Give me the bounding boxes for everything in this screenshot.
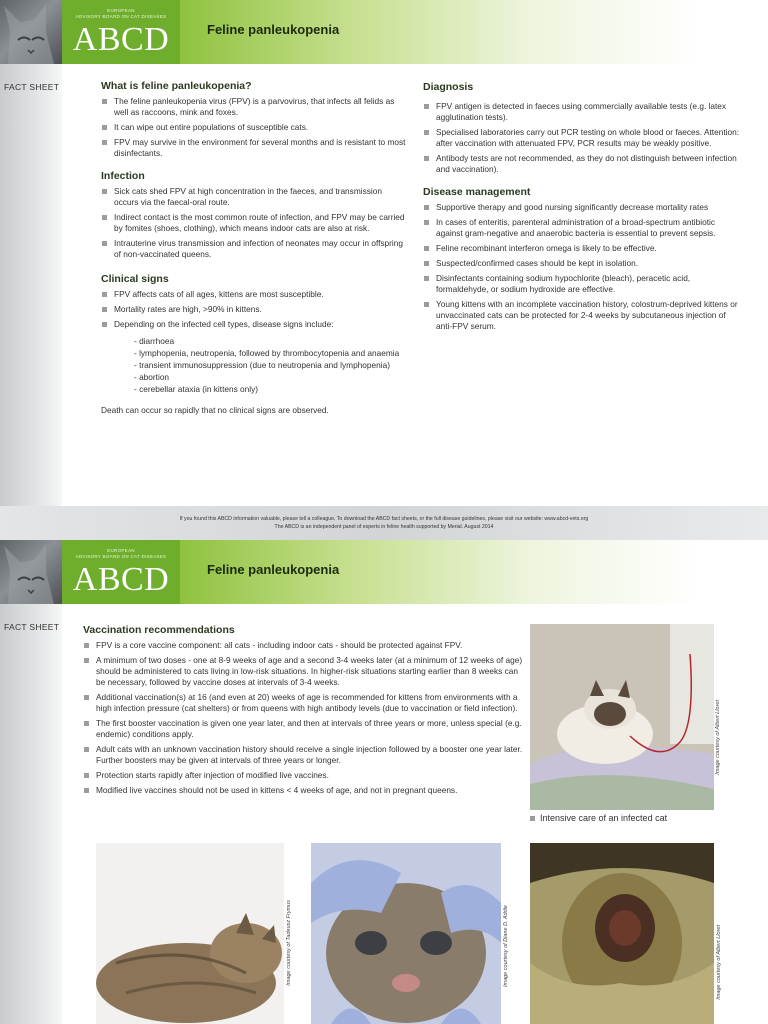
bullet-item: Additional vaccination(s) at 16 (and even at 20) weeks of age is recommended for kittens from environments with a high infection pressure (cat shelters) or from queens with high antibody levels (due to vaccination or field infection). <box>83 692 523 714</box>
footer-line: The ABCD is an independent panel of experts in feline health supported by Merial. August 2014 <box>274 524 494 530</box>
bullet-item: Mortality rates are high, >90% in kittens. <box>101 304 406 315</box>
bullet-item: Antibody tests are not recommended, as they do not distinguish between infection and vaccination). <box>423 153 741 175</box>
bullet-item: In cases of enteritis, parenteral administration of a broad-spectrum antibiotic against gram-negative and anaerobic bacteria is essential to prevent sepsis. <box>423 217 741 239</box>
left-column <box>101 81 406 416</box>
bullet-item: It can wipe out entire populations of susceptible cats. <box>101 122 406 133</box>
photo-caption: Intensive care of an infected cat <box>530 813 667 823</box>
cat-logo-image <box>0 0 62 64</box>
kitten-photo <box>96 843 284 1024</box>
bullet-item: Modified live vaccines should not be used in kittens < 4 weeks of age, and not in pregnant queens. <box>83 785 523 796</box>
sign-item: - cerebellar ataxia (in kittens only) <box>134 384 259 394</box>
kitten-examination-photo <box>311 843 501 1024</box>
sign-item: - transient immunosuppression (due to neutropenia and lymphopenia) <box>134 360 390 370</box>
bullet-item: FPV is a core vaccine component: all cats - including indoor cats - should be protected against FPV. <box>83 640 523 651</box>
vaccination-column <box>83 625 523 800</box>
page-title: Feline panleukopenia <box>207 22 340 37</box>
section-infection <box>101 171 406 260</box>
sidebar <box>0 604 62 1024</box>
photo-credit: Image courtesy of Tadeusz Frymus <box>286 900 292 986</box>
bullet-item: Suspected/confirmed cases should be kept in isolation. <box>423 258 741 269</box>
bullet-item: Protection starts rapidly after injection of modified live vaccines. <box>83 770 523 781</box>
bullet-item: Adult cats with an unknown vaccination history should receive a single injection followed by a booster one year later. Further boosters may be given at intervals of three years or longer. <box>83 744 523 766</box>
section-heading: Vaccination recommendations <box>83 624 235 636</box>
header-banner <box>0 540 768 604</box>
section-heading: Disease management <box>423 186 531 198</box>
bullet-item: FPV affects cats of all ages, kittens are most susceptible. <box>101 289 406 300</box>
sign-item: - abortion <box>134 372 170 382</box>
caption-bullet <box>530 816 535 821</box>
fact-sheet-page-2 <box>0 540 768 1024</box>
section-what-is <box>101 81 406 159</box>
bullet-item: Indirect contact is the most common route of infection, and FPV may be carried by fomites (shoes, clothing), which means indoor cats are also at risk. <box>101 212 406 234</box>
fact-sheet-label: FACT SHEET <box>4 622 60 632</box>
death-note: Death can occur so rapidly that no clinical signs are observed. <box>101 405 329 415</box>
section-heading: Clinical signs <box>101 273 169 285</box>
section-heading: What is feline panleukopenia? <box>101 80 252 92</box>
bullet-item: FPV antigen is detected in faeces using commercially available tests (e.g. latex agglutination tests). <box>423 101 741 123</box>
abcd-logo: EUROPEAN ADVISORY BOARD ON CAT DISEASES ABCD <box>62 540 180 604</box>
bullet-item: Young kittens with an incomplete vaccination history, colostrum-deprived kittens or unvaccinated cats can be protected for 2-4 weeks by subcutaneous injection of anti-FPV serum. <box>423 299 741 332</box>
page-title: Feline panleukopenia <box>207 562 340 577</box>
photo-credit: Image courtesy of Diane D. Addie <box>503 905 509 988</box>
section-disease-management <box>423 187 741 332</box>
section-heading: Diagnosis <box>423 81 474 93</box>
fact-sheet-label: FACT SHEET <box>4 82 60 92</box>
bullet-item: Feline recombinant interferon omega is likely to be effective. <box>423 243 741 254</box>
page-footer <box>0 506 768 540</box>
footer-line: If you found this ABCD information valuable, please tell a colleague. To download the ABCD fact sheets, or the full disease guidelines, please visit our website: www.abcd-vets.org <box>179 516 589 522</box>
bullet-item: FPV may survive in the environment for several months and is resistant to most disinfectants. <box>101 137 406 159</box>
header-banner <box>0 0 768 64</box>
sidebar <box>0 64 62 512</box>
bullet-item: Sick cats shed FPV at high concentration in the faeces, and transmission occurs via the faecal-oral route. <box>101 186 406 208</box>
cat-logo-image <box>0 540 62 604</box>
intensive-care-photo <box>530 624 714 810</box>
bullet-item: Intrauterine virus transmission and infection of neonates may occur in offspring of non-vaccinated queens. <box>101 238 406 260</box>
bullet-item: Disinfectants containing sodium hypochlorite (bleach), peracetic acid, formaldehyde, or sodium hydroxide are effective. <box>423 273 741 295</box>
right-column <box>423 82 741 336</box>
cat-lesion-photo <box>530 843 714 1024</box>
bullet-item: Depending on the infected cell types, disease signs include: <box>101 319 406 330</box>
sign-item: - diarrhoea <box>134 336 175 346</box>
sign-item: - lymphopenia, neutropenia, followed by thrombocytopenia and anaemia <box>134 348 400 358</box>
section-clinical-signs <box>101 274 406 416</box>
signs-list <box>134 336 406 395</box>
bullet-item: Supportive therapy and good nursing significantly decrease mortality rates <box>423 202 741 213</box>
photo-credit: Image courtesy of Albert Lloret <box>715 700 721 775</box>
section-diagnosis <box>423 82 741 175</box>
section-heading: Infection <box>101 170 145 182</box>
bullet-item: The feline panleukopenia virus (FPV) is a parvovirus, that infects all felids as well as raccoons, mink and foxes. <box>101 96 406 118</box>
photo-credit: Image courtesy of Albert Lloret <box>716 925 722 1000</box>
bullet-item: The first booster vaccination is given one year later, and then at intervals of three years or more, unless special (e.g. endemic) conditions apply. <box>83 718 523 740</box>
bullet-item: A minimum of two doses - one at 8-9 weeks of age and a second 3-4 weeks later (at a minimum of 12 weeks of age) should be administered to cats living in low-risk situations. In higher-risk situations starting earlier than 8 weeks can be necessary, followed by vaccine doses at intervals of 3-4 weeks. <box>83 655 523 688</box>
abcd-logo: EUROPEAN ADVISORY BOARD ON CAT DISEASES ABCD <box>62 0 180 64</box>
bullet-item: Specialised laboratories carry out PCR testing on whole blood or faeces. Attention: after vaccination with attenuated FPV, PCR results may be weakly positive. <box>423 127 741 149</box>
